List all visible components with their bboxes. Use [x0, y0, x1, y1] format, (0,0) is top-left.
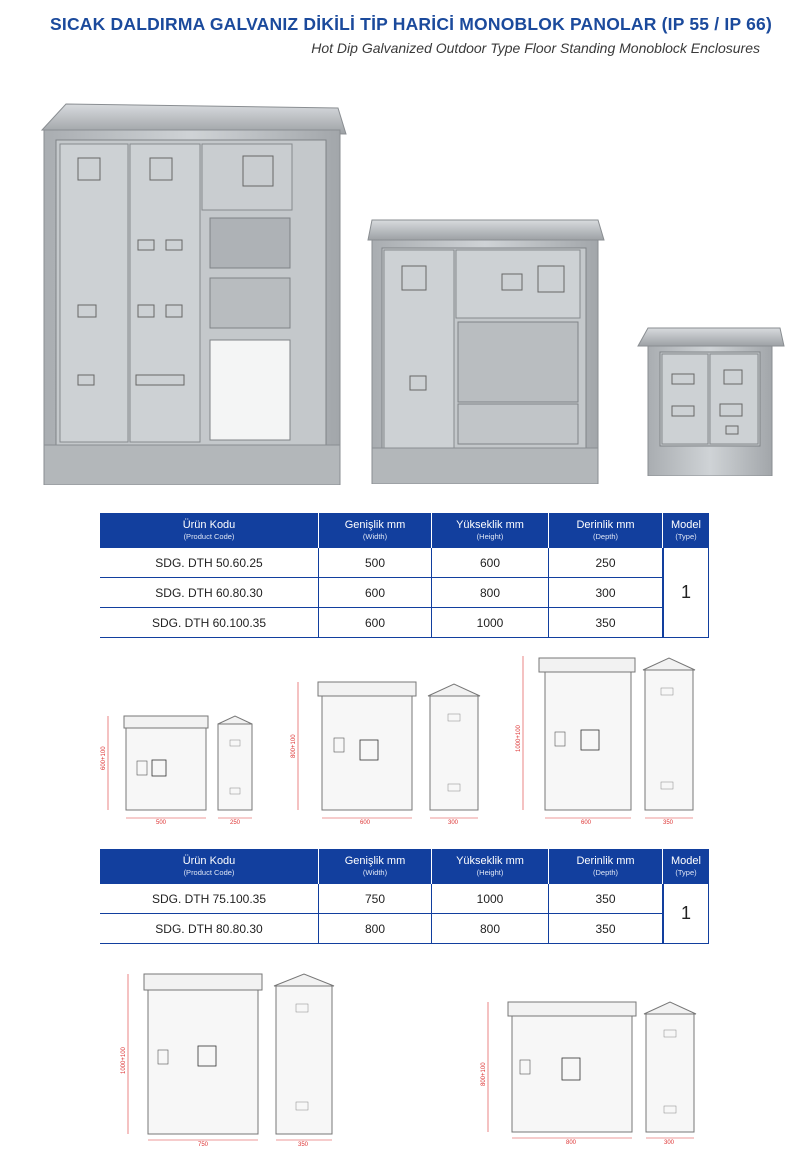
height-value: 1000: [432, 608, 549, 638]
product-code: SDG. DTH 50.60.25: [100, 548, 319, 578]
height-value: 600: [432, 548, 549, 578]
product-code: SDG. DTH 60.100.35: [100, 608, 319, 638]
header-model: Model (Type): [663, 849, 709, 884]
height-value: 800: [432, 578, 549, 608]
svg-text:350: 350: [663, 820, 674, 826]
table-header-row: [100, 513, 709, 548]
small-enclosure-photo: [634, 326, 786, 476]
width-value: 500: [319, 548, 432, 578]
width-value: 750: [319, 884, 432, 914]
svg-text:800+100: 800+100: [481, 1062, 487, 1086]
depth-value: 300: [549, 578, 663, 608]
header-product-code: Ürün Kodu (Product Code): [100, 513, 319, 548]
svg-text:300: 300: [664, 1140, 675, 1146]
spec-table-2: [100, 849, 709, 944]
product-code: SDG. DTH 75.100.35: [100, 884, 319, 914]
header-width: Genişlik mm (Width): [319, 849, 432, 884]
svg-text:600+100: 600+100: [101, 746, 107, 770]
svg-text:600: 600: [581, 820, 592, 826]
depth-value: 350: [549, 914, 663, 944]
width-value: 600: [319, 608, 432, 638]
spec-table-1: [100, 513, 709, 638]
page-subtitle: Hot Dip Galvanized Outdoor Type Floor Standing Monoblock Enclosures: [311, 40, 760, 56]
header-height: Yükseklik mm (Height): [432, 513, 549, 548]
table-header-row: [100, 849, 709, 884]
header-product-code: Ürün Kodu (Product Code): [100, 849, 319, 884]
header-height: Yükseklik mm (Height): [432, 849, 549, 884]
header-depth: Derinlik mm (Depth): [549, 513, 663, 548]
svg-text:1000+100: 1000+100: [516, 725, 522, 752]
medium-enclosure-photo: [366, 218, 606, 484]
height-value: 800: [432, 914, 549, 944]
svg-text:1000+100: 1000+100: [121, 1047, 127, 1074]
header-model: Model (Type): [663, 513, 709, 548]
svg-text:300: 300: [448, 820, 459, 826]
header-width: Genişlik mm (Width): [319, 513, 432, 548]
height-value: 1000: [432, 884, 549, 914]
header-depth: Derinlik mm (Depth): [549, 849, 663, 884]
svg-text:800: 800: [566, 1140, 577, 1146]
svg-text:500: 500: [156, 820, 167, 826]
depth-value: 250: [549, 548, 663, 578]
technical-drawing-5: [478, 996, 708, 1146]
model-value: 1: [663, 548, 709, 638]
product-code: SDG. DTH 60.80.30: [100, 578, 319, 608]
table-row: [100, 884, 709, 914]
technical-drawing-4: [118, 968, 358, 1150]
depth-value: 350: [549, 608, 663, 638]
technical-drawing-1: [100, 712, 270, 827]
product-code: SDG. DTH 80.80.30: [100, 914, 319, 944]
model-value: 1: [663, 884, 709, 944]
svg-text:800+100: 800+100: [291, 734, 297, 758]
width-value: 800: [319, 914, 432, 944]
technical-drawing-2: [290, 678, 500, 828]
table-row: [100, 548, 709, 578]
technical-drawing-3: [515, 652, 715, 828]
width-value: 600: [319, 578, 432, 608]
table-row: [100, 914, 709, 944]
large-enclosure-photo: [38, 100, 358, 485]
svg-text:350: 350: [298, 1142, 309, 1148]
page-title: SICAK DALDIRMA GALVANIZ DİKİLİ TİP HARİCİ MONOBLOK PANOLAR (IP 55 / IP 66): [50, 14, 772, 34]
svg-text:250: 250: [230, 820, 241, 826]
depth-value: 350: [549, 884, 663, 914]
svg-text:750: 750: [198, 1142, 209, 1148]
svg-text:600: 600: [360, 820, 371, 826]
table-row: [100, 608, 709, 638]
table-row: [100, 578, 709, 608]
